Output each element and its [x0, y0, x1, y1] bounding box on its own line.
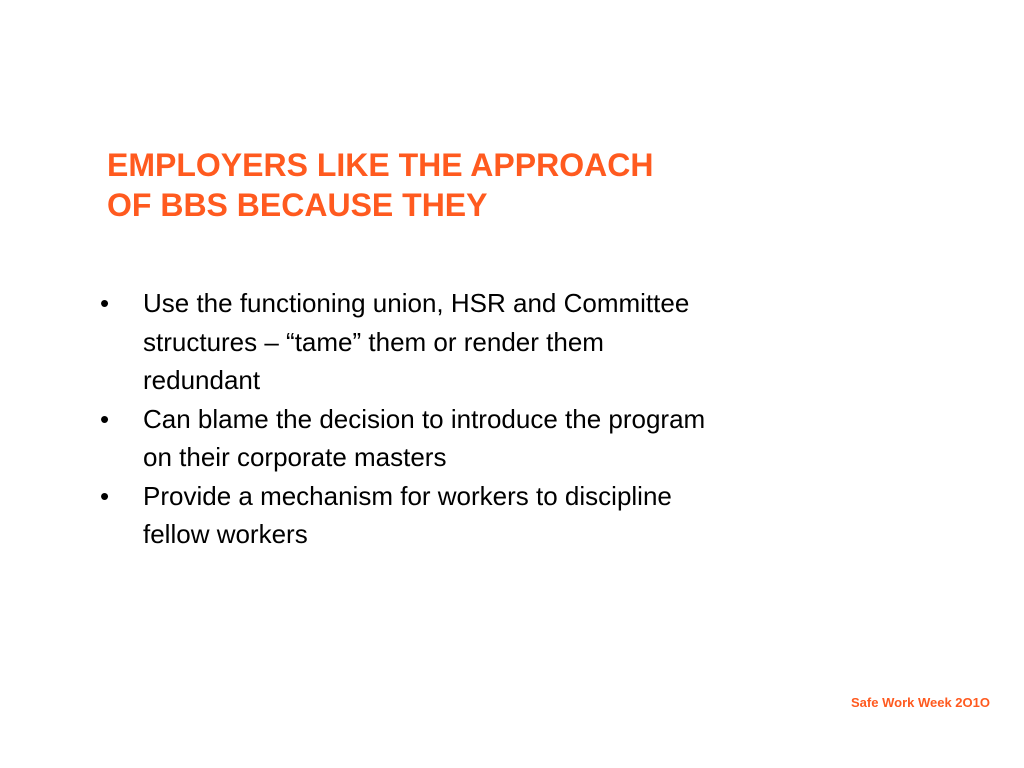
- bullet-3-line-2: fellow workers: [143, 519, 308, 549]
- bullet-item-2: [100, 400, 860, 477]
- bullet-2-line-2: on their corporate masters: [143, 442, 447, 472]
- bullet-list: [100, 284, 860, 554]
- bullet-1-line-2: structures – “tame” them or render them: [143, 326, 604, 357]
- bullet-text-2: [143, 400, 860, 477]
- bullet-dot-icon: •: [100, 288, 110, 318]
- bullet-item-1: [100, 284, 860, 400]
- bullet-text-1: [143, 284, 860, 400]
- bullet-2-line-1: Can blame the decision to introduce the program: [143, 403, 706, 434]
- bullet-dot-icon: •: [100, 480, 110, 511]
- bullet-dot-icon: •: [100, 403, 110, 434]
- slide-title-line-1: EMPLOYERS LIKE THE APPROACH: [107, 147, 654, 183]
- bullet-1-line-1: Use the functioning union, HSR and Committee: [143, 288, 690, 318]
- bullet-text-3: [143, 477, 860, 554]
- bullet-1-line-3: redundant: [143, 365, 261, 395]
- slide-title-line-2: OF BBS BECAUSE THEY: [107, 187, 488, 223]
- slide-footer: Safe Work Week 2O1O: [851, 695, 990, 710]
- bullet-3-line-1: Provide a mechanism for workers to discipline: [143, 480, 672, 511]
- slide-title: [107, 145, 653, 225]
- bullet-item-3: [100, 477, 860, 554]
